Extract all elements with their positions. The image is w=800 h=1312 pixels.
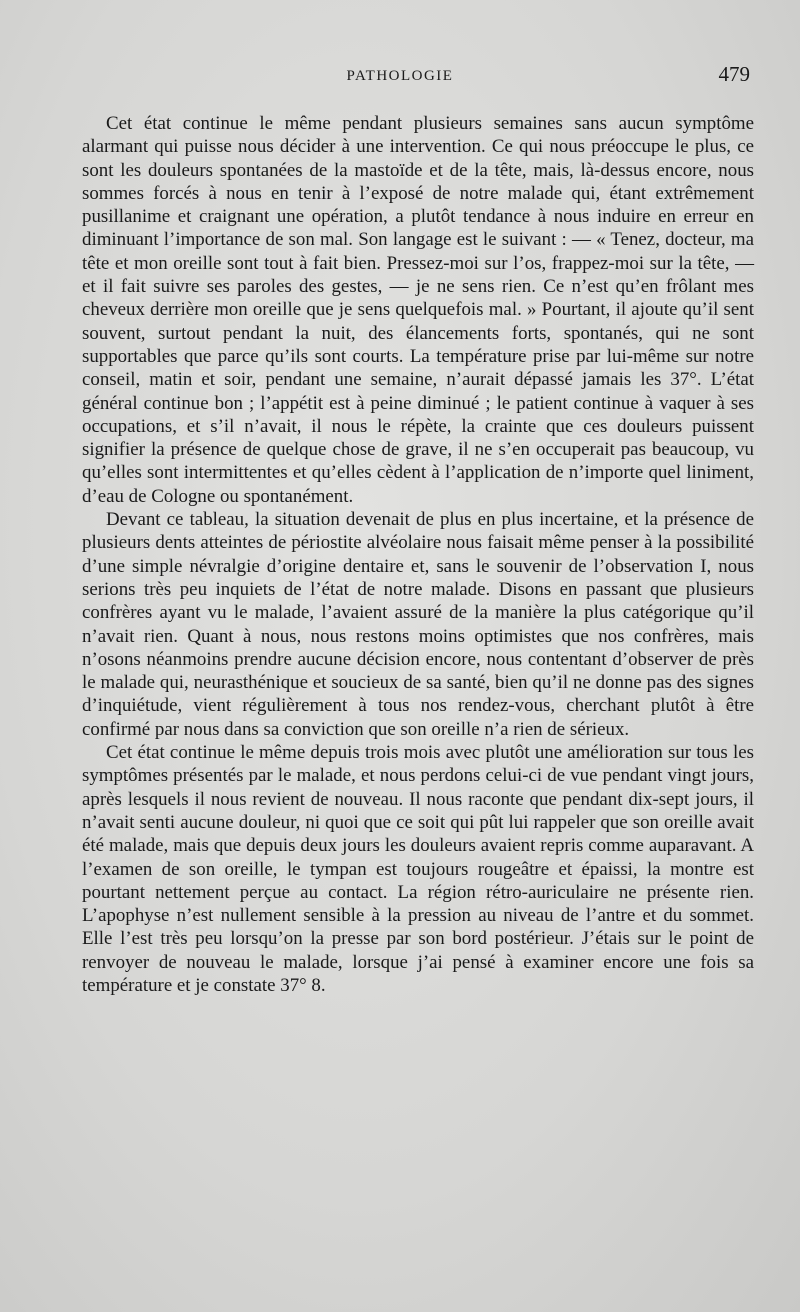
- running-title: PATHOLOGIE: [346, 68, 454, 84]
- page-number: 479: [718, 62, 750, 86]
- paragraph: Cet état continue le même pendant plusieurs semaines sans aucun symptôme alarmant qui puisse nous décider à une intervention. Ce qui nous préoccupe le plus, ce sont les douleurs spontanées de la mastoïde et de la tête, mais, là-dessus encore, nous sommes forcés à nous en tenir à l’exposé de notre malade qui, étant extrêmement pusillanime et craignant une opération, a plutôt tendance à nous induire en erreur en diminuant l’importance de son mal. Son langage est le suivant : — « Tenez, docteur, ma tête et mon oreille sont tout à fait bien. Pressez-moi sur l’os, frappez-moi sur la tête, — et il fait suivre ses paroles des gestes, — je ne sens rien. Ce n’est qu’en frôlant mes cheveux derrière mon oreille que je sens quelquefois mal. » Pourtant, il ajoute qu’il sent souvent, surtout pendant la nuit, des élancements forts, spontanés, qui ne sont supportables que parce qu’ils sont courts. La température prise par lui-même sur notre conseil, matin et soir, pendant une semaine, n’aurait dépassé jamais les 37°. L’état général continue bon ; l’appétit est à peine diminué ; le patient continue à vaquer à ses occupations, et s’il n’avait, il nous le répète, la crainte que ces douleurs puissent signifier la présence de quelque chose de grave, il ne s’en occuperait pas beaucoup, vu qu’elles sont intermittentes et qu’elles cèdent à l’application de n’importe quel liniment, d’eau de Cologne ou spontanément.: [82, 113, 754, 507]
- paragraph: Cet état continue le même depuis trois mois avec plutôt une amélioration sur tous les symptômes présentés par le malade, et nous perdons celui-ci de vue pendant vingt jours, après lesquels il nous revient de nouveau. Il nous raconte que pendant dix-sept jours, il n’avait senti aucune douleur, ni quoi que ce soit qui pût lui rappeler que son oreille avait été malade, mais que depuis deux jours les douleurs avaient repris comme auparavant. A l’examen de son oreille, le tympan est toujours rougeâtre et épaissi, la montre est pourtant nettement perçue au contact. La région rétro-auriculaire ne présente rien. L’apophyse n’est nullement sensible à la pression au niveau de l’antre et du sommet. Elle l’est très peu lorsqu’on la presse par son bord postérieur. J’étais sur le point de renvoyer de nouveau le malade, lorsque j’ai pensé à examiner encore une fois sa température et je constate 37° 8.: [82, 742, 754, 996]
- paragraph: Devant ce tableau, la situation devenait de plus en plus incertaine, et la présence de plusieurs dents atteintes de périostite alvéolaire nous faisait même penser à la possibilité d’une simple névralgie d’origine dentaire et, sans le souvenir de l’observation I, nous serions très peu inquiets de l’état de notre malade. Disons en passant que plusieurs confrères ayant vu le malade, l’avaient assuré de la manière la plus catégorique qu’il n’avait rien. Quant à nous, nous restons moins optimistes que nos confrères, mais n’osons néanmoins prendre aucune décision encore, nous contentant d’observer de près le malade qui, neurasthénique et soucieux de sa santé, bien qu’il ne donne pas des signes d’inquiétude, vient régulièrement à tous nos rendez-vous, cherchant plutôt à être confirmé par nous dans sa conviction que son oreille n’a rien de sérieux.: [82, 509, 754, 740]
- page-header: [0, 60, 800, 92]
- body-text: [82, 112, 754, 997]
